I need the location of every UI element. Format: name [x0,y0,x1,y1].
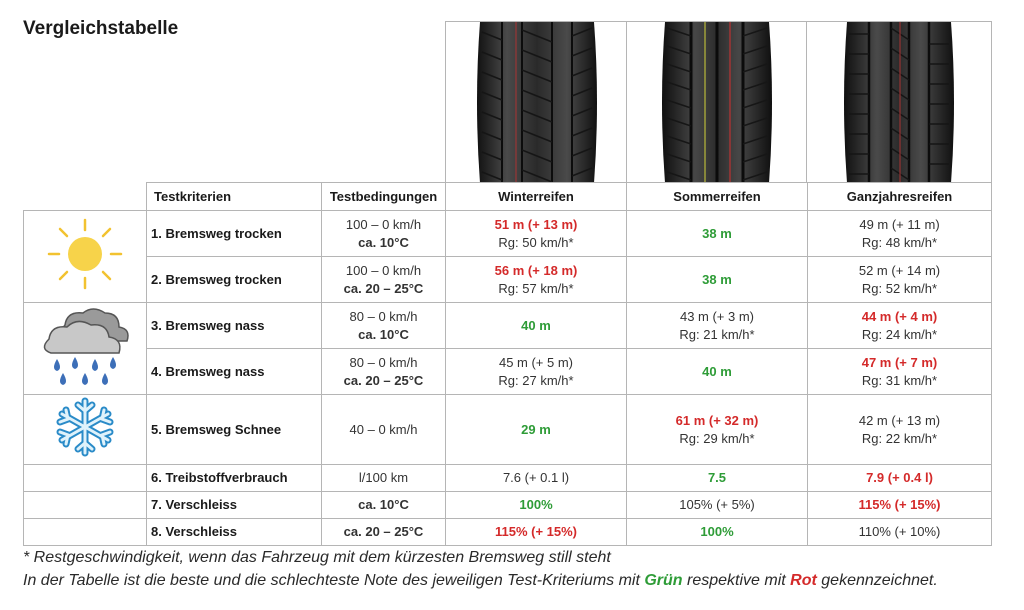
header-allseason: Ganzjahresreifen [808,183,992,211]
condition-cell: 100 – 0 km/h ca. 20 – 25°C [322,257,446,303]
table-header-row [24,183,992,211]
winter-value: 29 m [446,395,627,465]
summer-value: 7.5 [627,465,808,492]
summer-value: 38 m [627,257,808,303]
table-row [24,257,992,303]
summer-tire-image [626,21,808,183]
footnote-asterisk: * Restgeschwindigkeit, wenn das Fahrzeug mit dem kürzesten Bremsweg still steht [23,549,611,566]
winter-tire-image [445,21,628,183]
table-row [24,349,992,395]
sun-icon [35,214,135,294]
condition-cell: 100 – 0 km/h ca. 10°C [322,211,446,257]
criterion-label: 7. Verschleiss [147,492,322,519]
table-row [24,465,992,492]
page-title: Vergleichstabelle [23,18,179,39]
allseason-value: 115% (+ 15%) [808,492,992,519]
empty-icon-cell [24,519,147,546]
dry-condition-cell [24,211,147,303]
winter-value: 100% [446,492,627,519]
summer-value: 40 m [627,349,808,395]
condition-cell: l/100 km [322,465,446,492]
criterion-label: 2. Bremsweg trocken [147,257,322,303]
summer-value: 43 m (+ 3 m) Rg: 21 km/h* [627,303,808,349]
condition-cell: ca. 20 – 25°C [322,519,446,546]
wet-condition-cell [24,303,147,395]
allseason-value: 7.9 (+ 0.4 l) [808,465,992,492]
condition-cell: 40 – 0 km/h [322,395,446,465]
header-criteria: Testkriterien [147,183,322,211]
empty-icon-cell [24,492,147,519]
summer-value: 105% (+ 5%) [627,492,808,519]
red-word: Rot [790,572,817,589]
header-winter: Winterreifen [446,183,627,211]
winter-value: 51 m (+ 13 m) Rg: 50 km/h* [446,211,627,257]
condition-cell: ca. 10°C [322,492,446,519]
summer-value: 38 m [627,211,808,257]
empty-icon-cell [24,465,147,492]
allseason-value: 110% (+ 10%) [808,519,992,546]
winter-value: 115% (+ 15%) [446,519,627,546]
winter-value: 7.6 (+ 0.1 l) [446,465,627,492]
criterion-label: 1. Bremsweg trocken [147,211,322,257]
allseason-value: 42 m (+ 13 m) Rg: 22 km/h* [808,395,992,465]
condition-cell: 80 – 0 km/h ca. 10°C [322,303,446,349]
rain-cloud-icon [35,303,135,389]
header-blank [24,183,147,211]
snowflake-icon [50,395,120,459]
allseason-value: 44 m (+ 4 m) Rg: 24 km/h* [808,303,992,349]
winter-value: 56 m (+ 18 m) Rg: 57 km/h* [446,257,627,303]
allseason-value: 49 m (+ 11 m) Rg: 48 km/h* [808,211,992,257]
criterion-label: 3. Bremsweg nass [147,303,322,349]
snow-condition-cell [24,395,147,465]
condition-cell: 80 – 0 km/h ca. 20 – 25°C [322,349,446,395]
allseason-tire-image [806,21,992,183]
footnote-legend: In der Tabelle ist die beste und die schlechteste Note des jeweiligen Test-Kriteriums mit Grün respektive mit Rot gekennzeichnet. [23,572,938,589]
header-summer: Sommerreifen [627,183,808,211]
green-word: Grün [644,572,683,589]
summer-value: 100% [627,519,808,546]
criterion-label: 6. Treibstoffverbrauch [147,465,322,492]
winter-value: 40 m [446,303,627,349]
criterion-label: 4. Bremsweg nass [147,349,322,395]
criterion-label: 5. Bremsweg Schnee [147,395,322,465]
comparison-table [23,182,992,546]
allseason-value: 52 m (+ 14 m) Rg: 52 km/h* [808,257,992,303]
criterion-label: 8. Verschleiss [147,519,322,546]
table-row [24,303,992,349]
table-row [24,211,992,257]
header-conditions: Testbedingungen [322,183,446,211]
summer-value: 61 m (+ 32 m) Rg: 29 km/h* [627,395,808,465]
table-row [24,492,992,519]
table-row [24,395,992,465]
allseason-value: 47 m (+ 7 m) Rg: 31 km/h* [808,349,992,395]
table-row [24,519,992,546]
winter-value: 45 m (+ 5 m) Rg: 27 km/h* [446,349,627,395]
